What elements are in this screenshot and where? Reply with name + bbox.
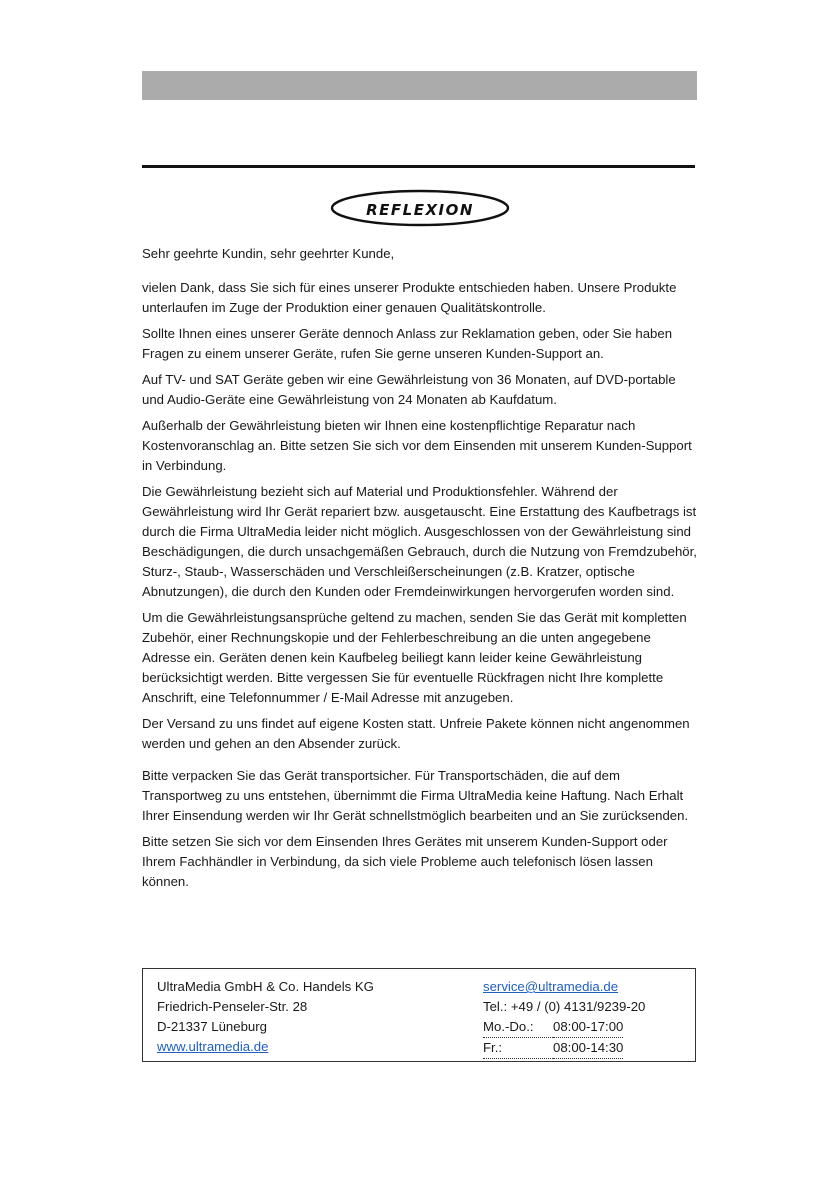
company-name: UltraMedia GmbH & Co. Handels KG: [157, 979, 374, 994]
contact-column: [483, 977, 645, 1059]
logo-text: REFLEXION: [366, 201, 474, 219]
hours-row-fri: [483, 1038, 645, 1059]
address-column: [157, 977, 374, 1057]
city-address: D-21337 Lüneburg: [157, 1019, 267, 1034]
website-link[interactable]: www.ultramedia.de: [157, 1039, 269, 1054]
hours-row-mon-thu: [483, 1017, 645, 1038]
paragraph-warranty-claims: Um die Gewährleistungsansprüche geltend zu machen, senden Sie das Gerät mit kompletten Zubehör, einer Rechnungskopie und der Fehlerbeschreibung an die unten angegebene Adresse ein. Geräten denen kein Kaufbeleg beiliegt kann leider keine Gewährleistung berücksichtigt werden. Bitte vergessen Sie für eventuelle Rückfragen nicht Ihre komplette Anschrift, eine Telefonnummer / E-Mail Adresse mit anzugeben.: [142, 610, 687, 705]
paragraph-out-of-warranty: Außerhalb der Gewährleistung bieten wir Ihnen eine kostenpflichtige Reparatur nach Kostenvoranschlag an. Bitte setzen Sie sich vor dem Einsenden mit unserem Kunden-Support in Verbindung.: [142, 418, 692, 473]
paragraph-contact-support: Bitte setzen Sie sich vor dem Einsenden Ihres Gerätes mit unserem Kunden-Support oder Ihrem Fachhändler in Verbindung, da sich viele Probleme auch telefonisch lösen lassen können.: [142, 834, 668, 889]
paragraph-warranty-period: Auf TV- und SAT Geräte geben wir eine Gewährleistung von 36 Monaten, auf DVD-portable und Audio-Geräte eine Gewährleistung von 24 Monaten ab Kaufdatum.: [142, 372, 676, 407]
paragraph-warranty-scope: Die Gewährleistung bezieht sich auf Material und Produktionsfehler. Während der Gewährleistung wird Ihr Gerät repariert bzw. ausgetauscht. Eine Erstattung des Kaufbetrags ist durch die Firma UltraMedia leider nicht möglich. Ausgeschlossen von der Gewährleistung sind Beschädigungen, die durch unsachgemäßen Gebrauch, durch die Nutzung von Fremdzubehör, Sturz-, Staub-, Wasserschäden und Verschleißerscheinungen (z.B. Kratzer, optische Abnutzungen), die durch den Kunden oder Fremdeinwirkungen hervorgerufen worden sind.: [142, 484, 697, 599]
hours-time: 08:00-17:00: [553, 1017, 623, 1038]
letter-body: [142, 244, 698, 898]
paragraph-thanks: vielen Dank, dass Sie sich für eines unserer Produkte entschieden haben. Unsere Produkte unterlaufen im Zuge der Produktion einer genauen Qualitätskontrolle.: [142, 280, 677, 315]
greeting: Sehr geehrte Kundin, sehr geehrter Kunde,: [142, 246, 395, 261]
reflexion-logo: [329, 186, 511, 230]
paragraph-shipping-costs: Der Versand zu uns findet auf eigene Kosten statt. Unfreie Pakete können nicht angenommen werden und gehen an den Absender zurück.: [142, 716, 690, 751]
contact-box: [142, 968, 696, 1062]
email-link[interactable]: service@ultramedia.de: [483, 979, 619, 994]
hours-label: Fr.:: [483, 1038, 553, 1059]
hours-time: 08:00-14:30: [553, 1038, 623, 1059]
hours-label: Mo.-Do.:: [483, 1017, 553, 1038]
paragraph-complaint: Sollte Ihnen eines unserer Geräte dennoch Anlass zur Reklamation geben, oder Sie haben Fragen zu einem unserer Geräte, rufen Sie gerne unseren Kunden-Support an.: [142, 326, 673, 361]
header-rule: [142, 165, 695, 168]
street-address: Friedrich-Penseler-Str. 28: [157, 999, 308, 1014]
header-bar: [142, 71, 697, 100]
phone-number: Tel.: +49 / (0) 4131/9239-20: [483, 999, 646, 1014]
paragraph-packaging: Bitte verpacken Sie das Gerät transportsicher. Für Transportschäden, die auf dem Transportweg zu uns entstehen, übernimmt die Firma UltraMedia keine Haftung. Nach Erhalt Ihrer Einsendung werden wir Ihr Gerät schnellstmöglich bearbeiten und an Sie zurücksenden.: [142, 768, 689, 823]
